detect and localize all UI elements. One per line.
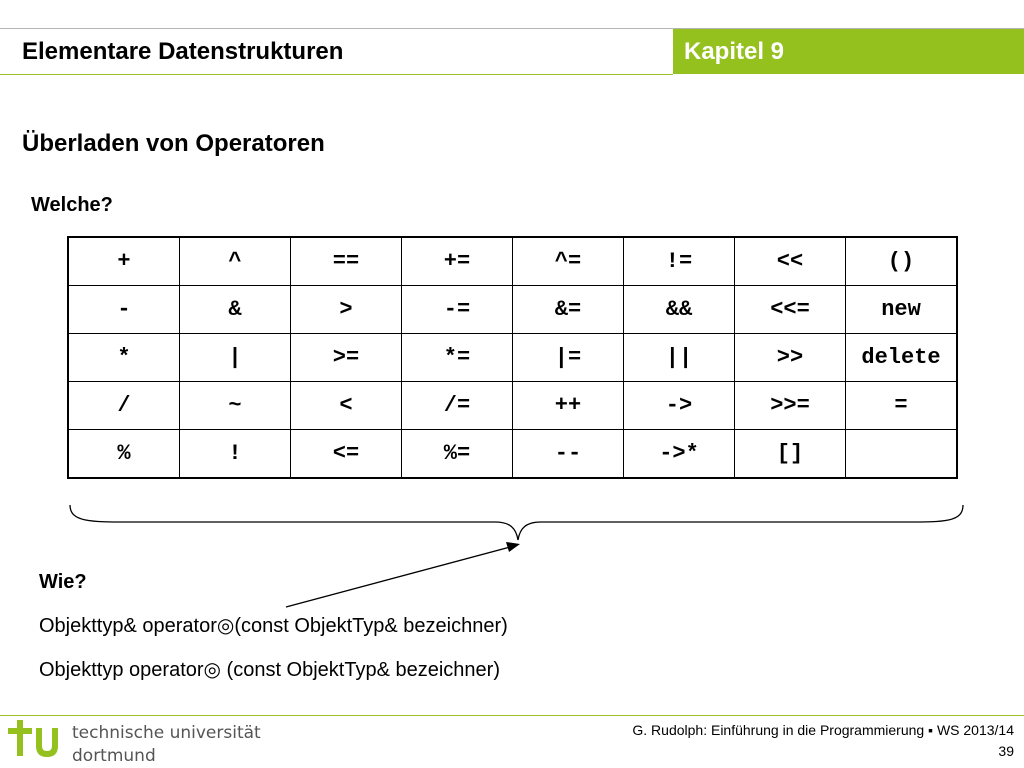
operator-cell: >= [291, 334, 402, 382]
pointer-arrow-line [286, 547, 510, 607]
operator-cell: %= [402, 430, 513, 479]
operator-cell: > [291, 286, 402, 334]
operator-cell: * [68, 334, 180, 382]
operator-cell: <<= [735, 286, 846, 334]
operator-cell: || [624, 334, 735, 382]
curly-brace [70, 505, 963, 540]
operator-cell: <= [291, 430, 402, 479]
signature-line-2: Objekttyp operator◎ (const ObjektTyp& bezeichner) [39, 659, 500, 681]
question-which: Welche? [31, 194, 113, 216]
operator-cell: != [624, 237, 735, 286]
operator-cell: -- [513, 430, 624, 479]
operator-cell: << [735, 237, 846, 286]
operator-cell: ! [180, 430, 291, 479]
operator-cell: - [68, 286, 180, 334]
operator-cell: -> [624, 382, 735, 430]
footer-divider [0, 715, 1024, 716]
operator-cell: += [402, 237, 513, 286]
operator-cell: | [180, 334, 291, 382]
operator-cell: /= [402, 382, 513, 430]
operator-cell: ++ [513, 382, 624, 430]
operator-cell: [] [735, 430, 846, 479]
operator-cell: ^= [513, 237, 624, 286]
operator-cell: / [68, 382, 180, 430]
pointer-arrowhead [506, 542, 520, 552]
operator-cell: && [624, 286, 735, 334]
footer-credit: G. Rudolph: Einführung in die Programmierung ▪ WS 2013/14 [632, 722, 1014, 738]
operator-cell: % [68, 430, 180, 479]
operator-cell: delete [846, 334, 958, 382]
operator-cell: new [846, 286, 958, 334]
operator-cell: ^ [180, 237, 291, 286]
operator-cell: *= [402, 334, 513, 382]
question-how: Wie? [39, 571, 87, 593]
slide-heading: Überladen von Operatoren [22, 130, 325, 157]
chapter-label: Kapitel 9 [684, 38, 785, 65]
operator-cell: &= [513, 286, 624, 334]
operator-cell: = [846, 382, 958, 430]
page-number: 39 [998, 743, 1014, 759]
header-title: Elementare Datenstrukturen [22, 38, 344, 65]
operator-cell: >>= [735, 382, 846, 430]
tu-logo-icon [4, 718, 68, 764]
operator-cell: ->* [624, 430, 735, 479]
operator-cell: & [180, 286, 291, 334]
university-name: technische universität dortmund [72, 723, 261, 766]
operator-cell: -= [402, 286, 513, 334]
operator-cell: ~ [180, 382, 291, 430]
operator-cell: >> [735, 334, 846, 382]
operator-cell: < [291, 382, 402, 430]
operator-cell: () [846, 237, 958, 286]
operator-cell: |= [513, 334, 624, 382]
operator-cell: == [291, 237, 402, 286]
operator-cell: + [68, 237, 180, 286]
signature-line-1: Objekttyp& operator◎(const ObjektTyp& bezeichner) [39, 615, 508, 637]
